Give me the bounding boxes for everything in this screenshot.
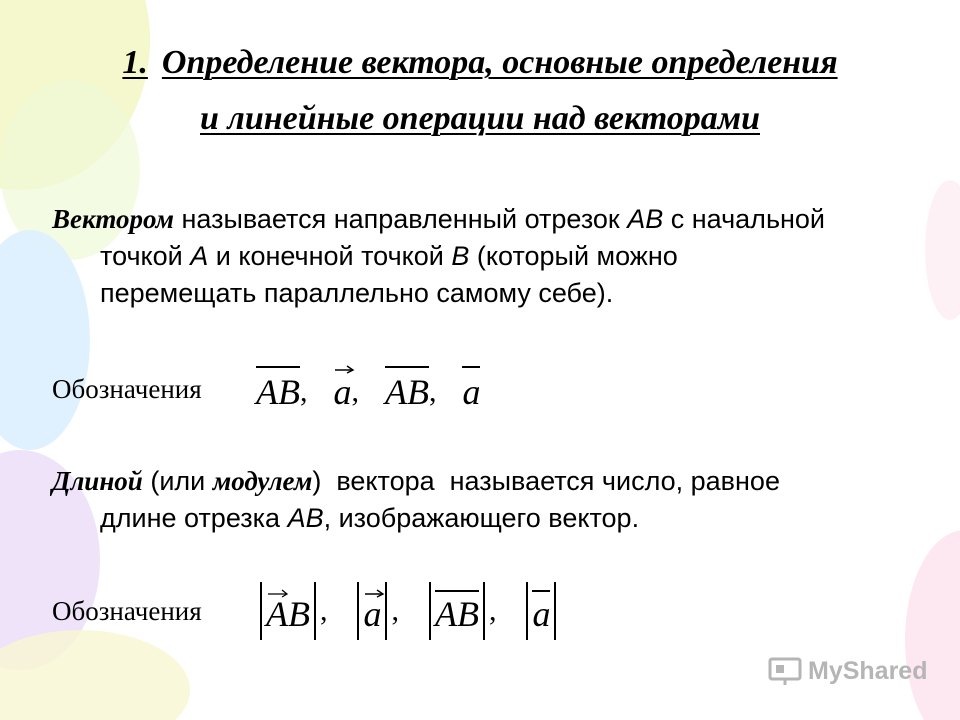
- slide-title-line-1: [0, 44, 960, 82]
- separator: ,: [428, 375, 437, 408]
- arrow-icon: [335, 364, 355, 374]
- length-definition: [52, 463, 912, 537]
- watermark-logo: [768, 656, 927, 686]
- def-text: длине отрезка: [100, 503, 288, 533]
- length-notation: [256, 580, 560, 642]
- arrow-icon: [365, 588, 385, 598]
- def-text: и конечной точкой: [208, 241, 452, 271]
- abs-ab-bar: AB: [425, 582, 489, 640]
- slide-title-line-2: [0, 100, 960, 138]
- separator: ,: [391, 594, 399, 627]
- def-text: перемещать параллельно самому себе).: [100, 278, 614, 308]
- notation-a-bar: a: [462, 366, 480, 410]
- abs-a-bar: a: [522, 582, 560, 640]
- def-text: (или: [142, 466, 213, 496]
- separator: ,: [488, 594, 497, 627]
- term-modulus: модулем: [212, 466, 313, 496]
- title-text-1: Определение вектора, основные определения: [161, 44, 838, 81]
- separator: ,: [319, 594, 328, 627]
- term-vector: Вектором: [52, 204, 174, 234]
- notation-a-arrow: a: [333, 366, 351, 410]
- def-text: , изображающего вектор.: [323, 503, 640, 533]
- var-b: B: [451, 241, 470, 271]
- def-text: вектора называется число, равное: [321, 466, 780, 496]
- notation-label-1: Обозначения: [52, 374, 202, 404]
- def-text: точкой: [100, 241, 191, 271]
- var-a: A: [190, 241, 209, 271]
- abs-ab-arrow: AB: [256, 582, 320, 640]
- presentation-icon: [768, 656, 802, 686]
- title-text-2: и линейные операции над векторами: [199, 100, 761, 137]
- def-text: называется направленный отрезок: [173, 204, 628, 234]
- arrow-icon: [268, 588, 288, 598]
- def-text: (который можно: [469, 241, 678, 271]
- vector-definition: [52, 201, 912, 312]
- var-ab: AB: [627, 204, 664, 234]
- term-length: Длиной: [52, 466, 143, 496]
- notation-ab-bar: AB: [256, 366, 300, 410]
- def-text: ): [312, 466, 322, 496]
- notation-label-2: Обозначения: [52, 596, 202, 626]
- notation-ab-bar: AB: [385, 366, 429, 410]
- abs-a-arrow: a: [353, 582, 391, 640]
- def-text: с начальной: [663, 204, 826, 234]
- vector-notation: [256, 364, 480, 410]
- watermark-text: MyShared: [808, 656, 928, 685]
- var-ab: AB: [287, 503, 324, 533]
- title-number: 1.: [122, 44, 148, 81]
- separator: ,: [351, 375, 359, 408]
- separator: ,: [299, 375, 308, 408]
